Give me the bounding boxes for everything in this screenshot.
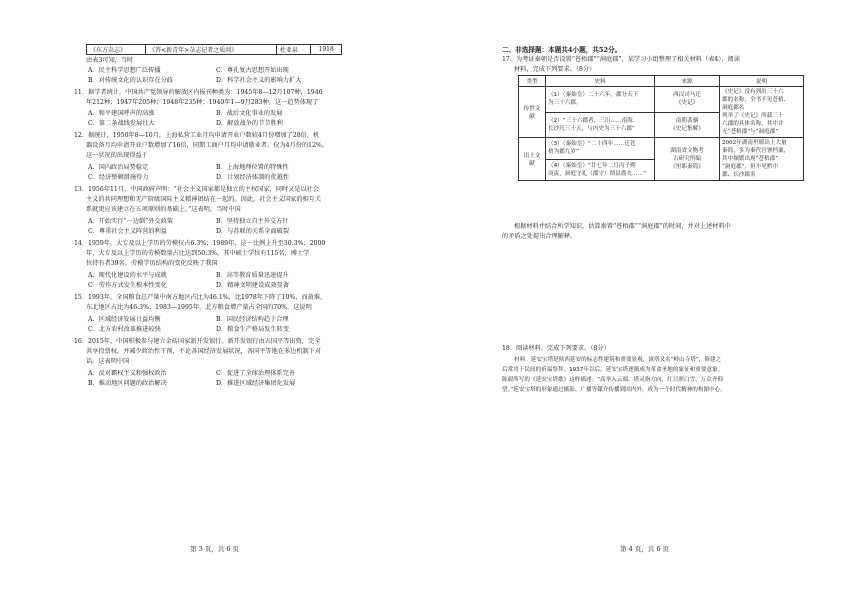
note-line: 秦简，多为秦代官署档案， (722, 148, 790, 154)
note-line: 郡的名称，全书不见苍梧、 (722, 97, 790, 103)
table-cell: 1918 (311, 45, 342, 55)
q14-option-b: B．高等教育质量迅速提升 (216, 272, 289, 279)
note-line: 郡、长沙郡名 (722, 172, 756, 178)
q16-option-d: D．推进区域经济集团化发展 (216, 380, 296, 387)
table-cell: 《东方杂志》 (87, 45, 146, 55)
q17-line-2: 材料，完成下列要求。（8分） (514, 66, 596, 73)
q17-line-1: 17．为考证秦朝是否设置“苍梧郡”“洞庭郡”，某学习小组整理了相关材料（表4），阅读 (502, 56, 740, 63)
material-2 (546, 112, 655, 138)
material-line: （2）“三十六郡者，三川……南海、 (548, 117, 639, 124)
q17-requirement-line-1: 根据材料并结合所学知识，估算秦置“苍梧郡”“洞庭郡”的时间，并对上述材料中 (514, 223, 731, 230)
q16-line-3: 话。这表明中国 (86, 358, 130, 365)
note-line: 《史记》没有列出三十六 (722, 89, 784, 95)
q12-option-a: A．国内政治局势稳定 (88, 164, 149, 171)
origin-line: 南朝裴骃 (675, 117, 699, 124)
note-line: “洞庭郡”，但不见黔中 (722, 164, 779, 170)
q16-line-1: 16．2015年，中国积极参与建立金砖国家新开发银行。新开发银行由五国平等出资，完全 (74, 338, 321, 345)
note-3 (720, 138, 804, 181)
q13-line-1: 13．1956年11月，中国政府声明：“社会主义国家都是独立的主权国家，同时又是以社会 (74, 186, 320, 193)
q15-option-d: D．粮食生产格局发生转变 (216, 326, 290, 333)
q18-material-line-2: 后常用于民间的祈福祭拜。1937年以后，延安宝塔逐渐成为革命圣地的象征和重要意象。 (502, 367, 724, 373)
group-label-transmitted: 传世文献 (519, 87, 546, 138)
q13-option-a: A．开始实行“一边倒”外交政策 (88, 218, 174, 225)
q12-line-1: 12．据统计，1950年8—10月，上海私营工业月均申请开业户数较4月份增加了28倍，机 (74, 132, 320, 139)
note-1 (720, 87, 804, 138)
material-3 (546, 138, 655, 160)
note-line: 无“苍梧郡”与“洞庭郡” (722, 129, 779, 135)
q16-option-b: B．推动地区问题的政治解决 (88, 380, 167, 387)
q12-line-2: 器设备月均申请开业户数增加了16倍，同期工商户月均申请歇业者，仅为4月份的12%。 (86, 142, 329, 149)
note-line: 其中频繁出现“苍梧郡” (722, 156, 779, 162)
origin-line: 《里耶秦简》 (670, 164, 704, 170)
q13-option-d: D．与苏联的关系全面破裂 (216, 228, 290, 235)
q14-option-d: D．精神文明建设成效显著 (216, 282, 290, 289)
q11-option-a: A．和平建国呼声的高涨 (88, 110, 155, 117)
origin-1 (655, 87, 720, 113)
origin-line: 《史记集解》 (670, 125, 704, 132)
header-note: 说明 (720, 76, 804, 87)
q14-line-1: 14．1959年，大专及以上学历的劳模仅占6.3%；1989年，这一比例上升至30.3%；2000 (74, 240, 326, 247)
group-label-excavated: 出土文献 (519, 138, 546, 181)
header-origin: 来源 (655, 76, 720, 87)
source-table-fragment (86, 44, 342, 55)
material-line: 为三十六郡。 (548, 100, 582, 107)
header-source-text: 史料 (546, 76, 655, 87)
q12-option-d: D．计划经济体制的优越性 (216, 174, 290, 181)
q15-line-1: 15．1993年，全国粮食总产量中南方地区占比为46.1%，比1978年下降了10%，而黄淮、 (74, 294, 327, 301)
material-line: （1）（秦始皇）二十六年，郡分天下 (548, 92, 639, 99)
origin-line: 湖南省文物考 (670, 148, 704, 154)
note-line: 2002年湖南里耶出土大量 (722, 140, 787, 146)
table-row (519, 138, 804, 160)
q10-option-b: B．对传统文化的认识存在分歧 (88, 77, 173, 84)
q13-line-2: 主义的共同理想和无产阶级国际主义精神团结在一起的。因此，社会主义国家的相互关 (86, 196, 322, 203)
q15-line-2: 东北地区占比为46.3%；1983—1995年，北方粮食增产量占全国的70%，这说明 (86, 304, 312, 311)
origin-line: 古研究所编 (673, 156, 701, 162)
origin-line: 西汉司马迁 (673, 92, 701, 99)
q18-material-line-1: 材料 延安宝塔是陕西延安的标志性建筑和重要景观，该塔又名“岭山寺塔”，修建之 (514, 357, 722, 363)
q14-line-2: 年，大专及以上学历的劳模数量占比达到50.3%，其中硕士学位有115名，博士学 (86, 250, 310, 257)
material-4 (546, 159, 655, 181)
origin-2 (655, 112, 720, 138)
q17-requirement-line-2: 的矛盾之处提出合理解释。 (502, 233, 577, 240)
q15-option-c: C．北方农村改革推进较快 (88, 326, 161, 333)
origin-line: 《史记》 (675, 100, 699, 107)
q10-option-d: D．科学社会主义的影响力扩大 (216, 77, 302, 84)
q13-line-3: 系就更应该建立在五项原则的基础上。”这表明，当时中国 (86, 206, 241, 213)
q14-option-c: C．劳作方式发生根本性变化 (88, 282, 167, 289)
q16-option-a: A．反对霸权主义和强权政治 (88, 370, 167, 377)
q11-line-2: 年212种；1947年205种；1948年235种；1949年1—9月283种。这一趋势体现了 (86, 99, 319, 106)
table-header-row (519, 76, 804, 87)
q18-material-line-3: 陈毅所写的《延安宝塔歌》这样描述：“高举入云端，塔灵指方向，红日照白雪，万众齐仰 (502, 377, 724, 383)
q13-option-b: B．坚持独立自主外交方针 (216, 218, 289, 225)
material-line: （3）（秦始皇）“二十四年……迁苍 (548, 141, 636, 148)
q13-option-c: C．尊重社会主义阵营的利益 (88, 228, 167, 235)
q15-option-a: A．区域经济发展日益均衡 (88, 316, 161, 323)
q10-option-a: A．民主科学思想广泛传播 (88, 67, 161, 74)
page-number-left: 第 3 页，共 6 页 (190, 545, 240, 553)
q10-stem: 由表3可知，当时 (86, 57, 134, 64)
q11-option-d: D．解放战争的节节胜利 (216, 120, 283, 127)
material-line: 庚寅，洞庭守礼（郡守）谓县嗇夫……” (548, 170, 646, 177)
material-1 (546, 87, 655, 113)
q16-line-2: 共享投票权，并减少政治性干预，不论各国经济发展状况，各国平等地在多边机制下对 (86, 348, 322, 355)
table-row (87, 45, 342, 55)
q12-option-c: C．经济整顿措施得力 (88, 174, 149, 181)
q11-option-b: B．战后文化事业的发展 (216, 110, 283, 117)
table-cell: 《答<新青年>杂志记者之质问》 (146, 45, 277, 55)
q10-option-c: C．尊孔复古思想开始出现 (216, 67, 289, 74)
q14-option-a: A．现代化建设的水平与成就 (88, 272, 167, 279)
material-line: 长沙凡三十五，与内史为三十六郡” (548, 125, 635, 132)
q16-option-c: C．促进了全球治理体系完善 (216, 370, 295, 377)
q18-line: 18．阅读材料，完成下列要求。（8分） (502, 345, 610, 352)
q18-material-line-4: 望。”延安宝塔的形象通过摄影、广播等媒介传播到国内外，成为一个时代精神的构图中心。 (502, 387, 726, 393)
table-cell: 杜亚泉 (276, 45, 310, 55)
note-line: 洞庭郡名 (722, 105, 745, 111)
table-row (519, 87, 804, 113)
q14-line-3: 位持有者39名。劳模学历结构的变化反映了我国 (86, 260, 218, 267)
q15-option-b: B．国民经济结构趋于合理 (216, 316, 289, 323)
note-line: 列举了《史记》所载三十 (722, 113, 784, 119)
material-line: 梧为郡九岁” (548, 149, 579, 156)
header-type: 类型 (519, 76, 546, 87)
note-line: 六郡的具体名称，其中并 (722, 121, 784, 127)
q12-option-b: B．上海地理位置的特殊性 (216, 164, 289, 171)
materials-table (518, 75, 804, 181)
section-title: 二、非选择题：本题共4小题，共52分。 (502, 46, 622, 54)
q11-line-1: 11．据学者统计，中国共产党领导的解放区内报刊种类为：1945年8—12月107种，1946 (74, 89, 323, 96)
q12-line-3: 这一状况的出现得益于 (86, 152, 148, 159)
origin-3 (655, 138, 720, 181)
page-number-right: 第 4 页，共 6 页 (620, 545, 670, 553)
q11-option-c: C．第二条战线发展壮大 (88, 120, 155, 127)
material-line: （4）（秦始皇）“廿七年二月丙子朔 (548, 162, 636, 169)
